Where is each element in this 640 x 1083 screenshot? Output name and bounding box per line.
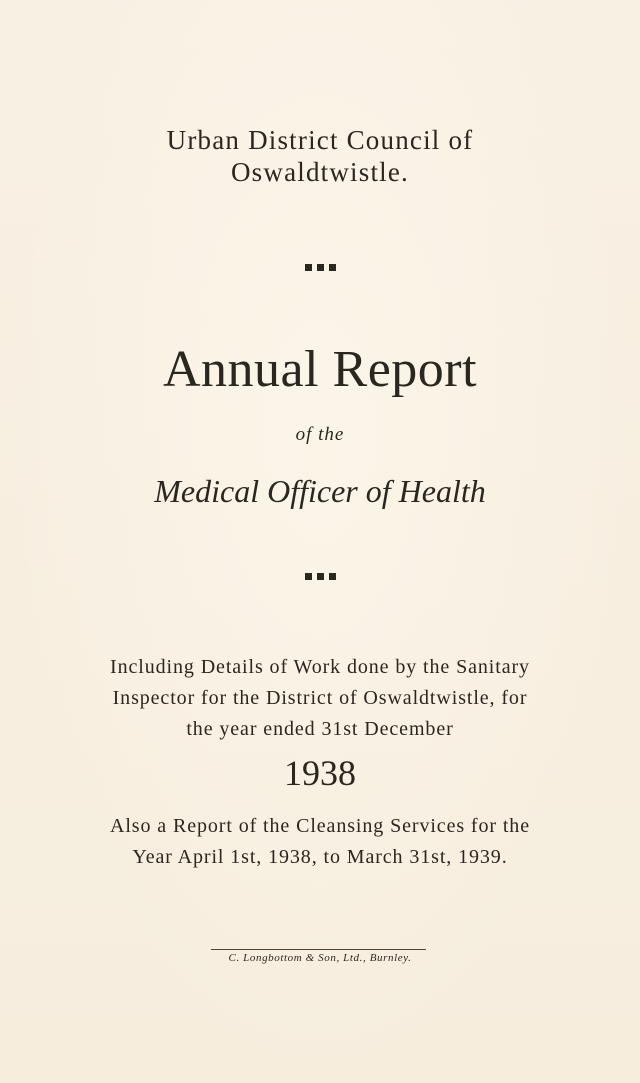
cleansing-line-1: Also a Report of the Cleansing Services for the [110, 815, 530, 837]
ornament-dot [329, 264, 336, 271]
details-line-2: Inspector for the District of Oswaldtwistle, for [112, 687, 528, 709]
report-of-the: of the [295, 424, 345, 445]
ornament-dot [305, 573, 312, 580]
printer-divider [211, 949, 426, 950]
printer-imprint: C. Longbottom & Son, Ltd., Burnley. [228, 952, 412, 964]
details-line-3: the year ended 31st December [186, 718, 454, 740]
ornament-dot [329, 573, 336, 580]
council-line-1: Urban District Council of [166, 125, 474, 155]
report-year: 1938 [284, 753, 356, 793]
ornament-dot [317, 264, 324, 271]
cleansing-paragraph [0, 811, 640, 873]
ornament-dots-top [0, 264, 640, 274]
ornament-dot [317, 573, 324, 580]
details-line-1: Including Details of Work done by the Sanitary [110, 656, 530, 678]
ornament-dot [305, 264, 312, 271]
ornament-dots-middle [0, 573, 640, 583]
report-title: Annual Report [162, 341, 478, 398]
cleansing-line-2: Year April 1st, 1938, to March 31st, 1939. [132, 846, 508, 868]
council-line-2: Oswaldtwistle. [230, 157, 410, 187]
details-paragraph [0, 652, 640, 745]
report-subject: Medical Officer of Health [154, 473, 486, 509]
council-heading [0, 124, 640, 188]
